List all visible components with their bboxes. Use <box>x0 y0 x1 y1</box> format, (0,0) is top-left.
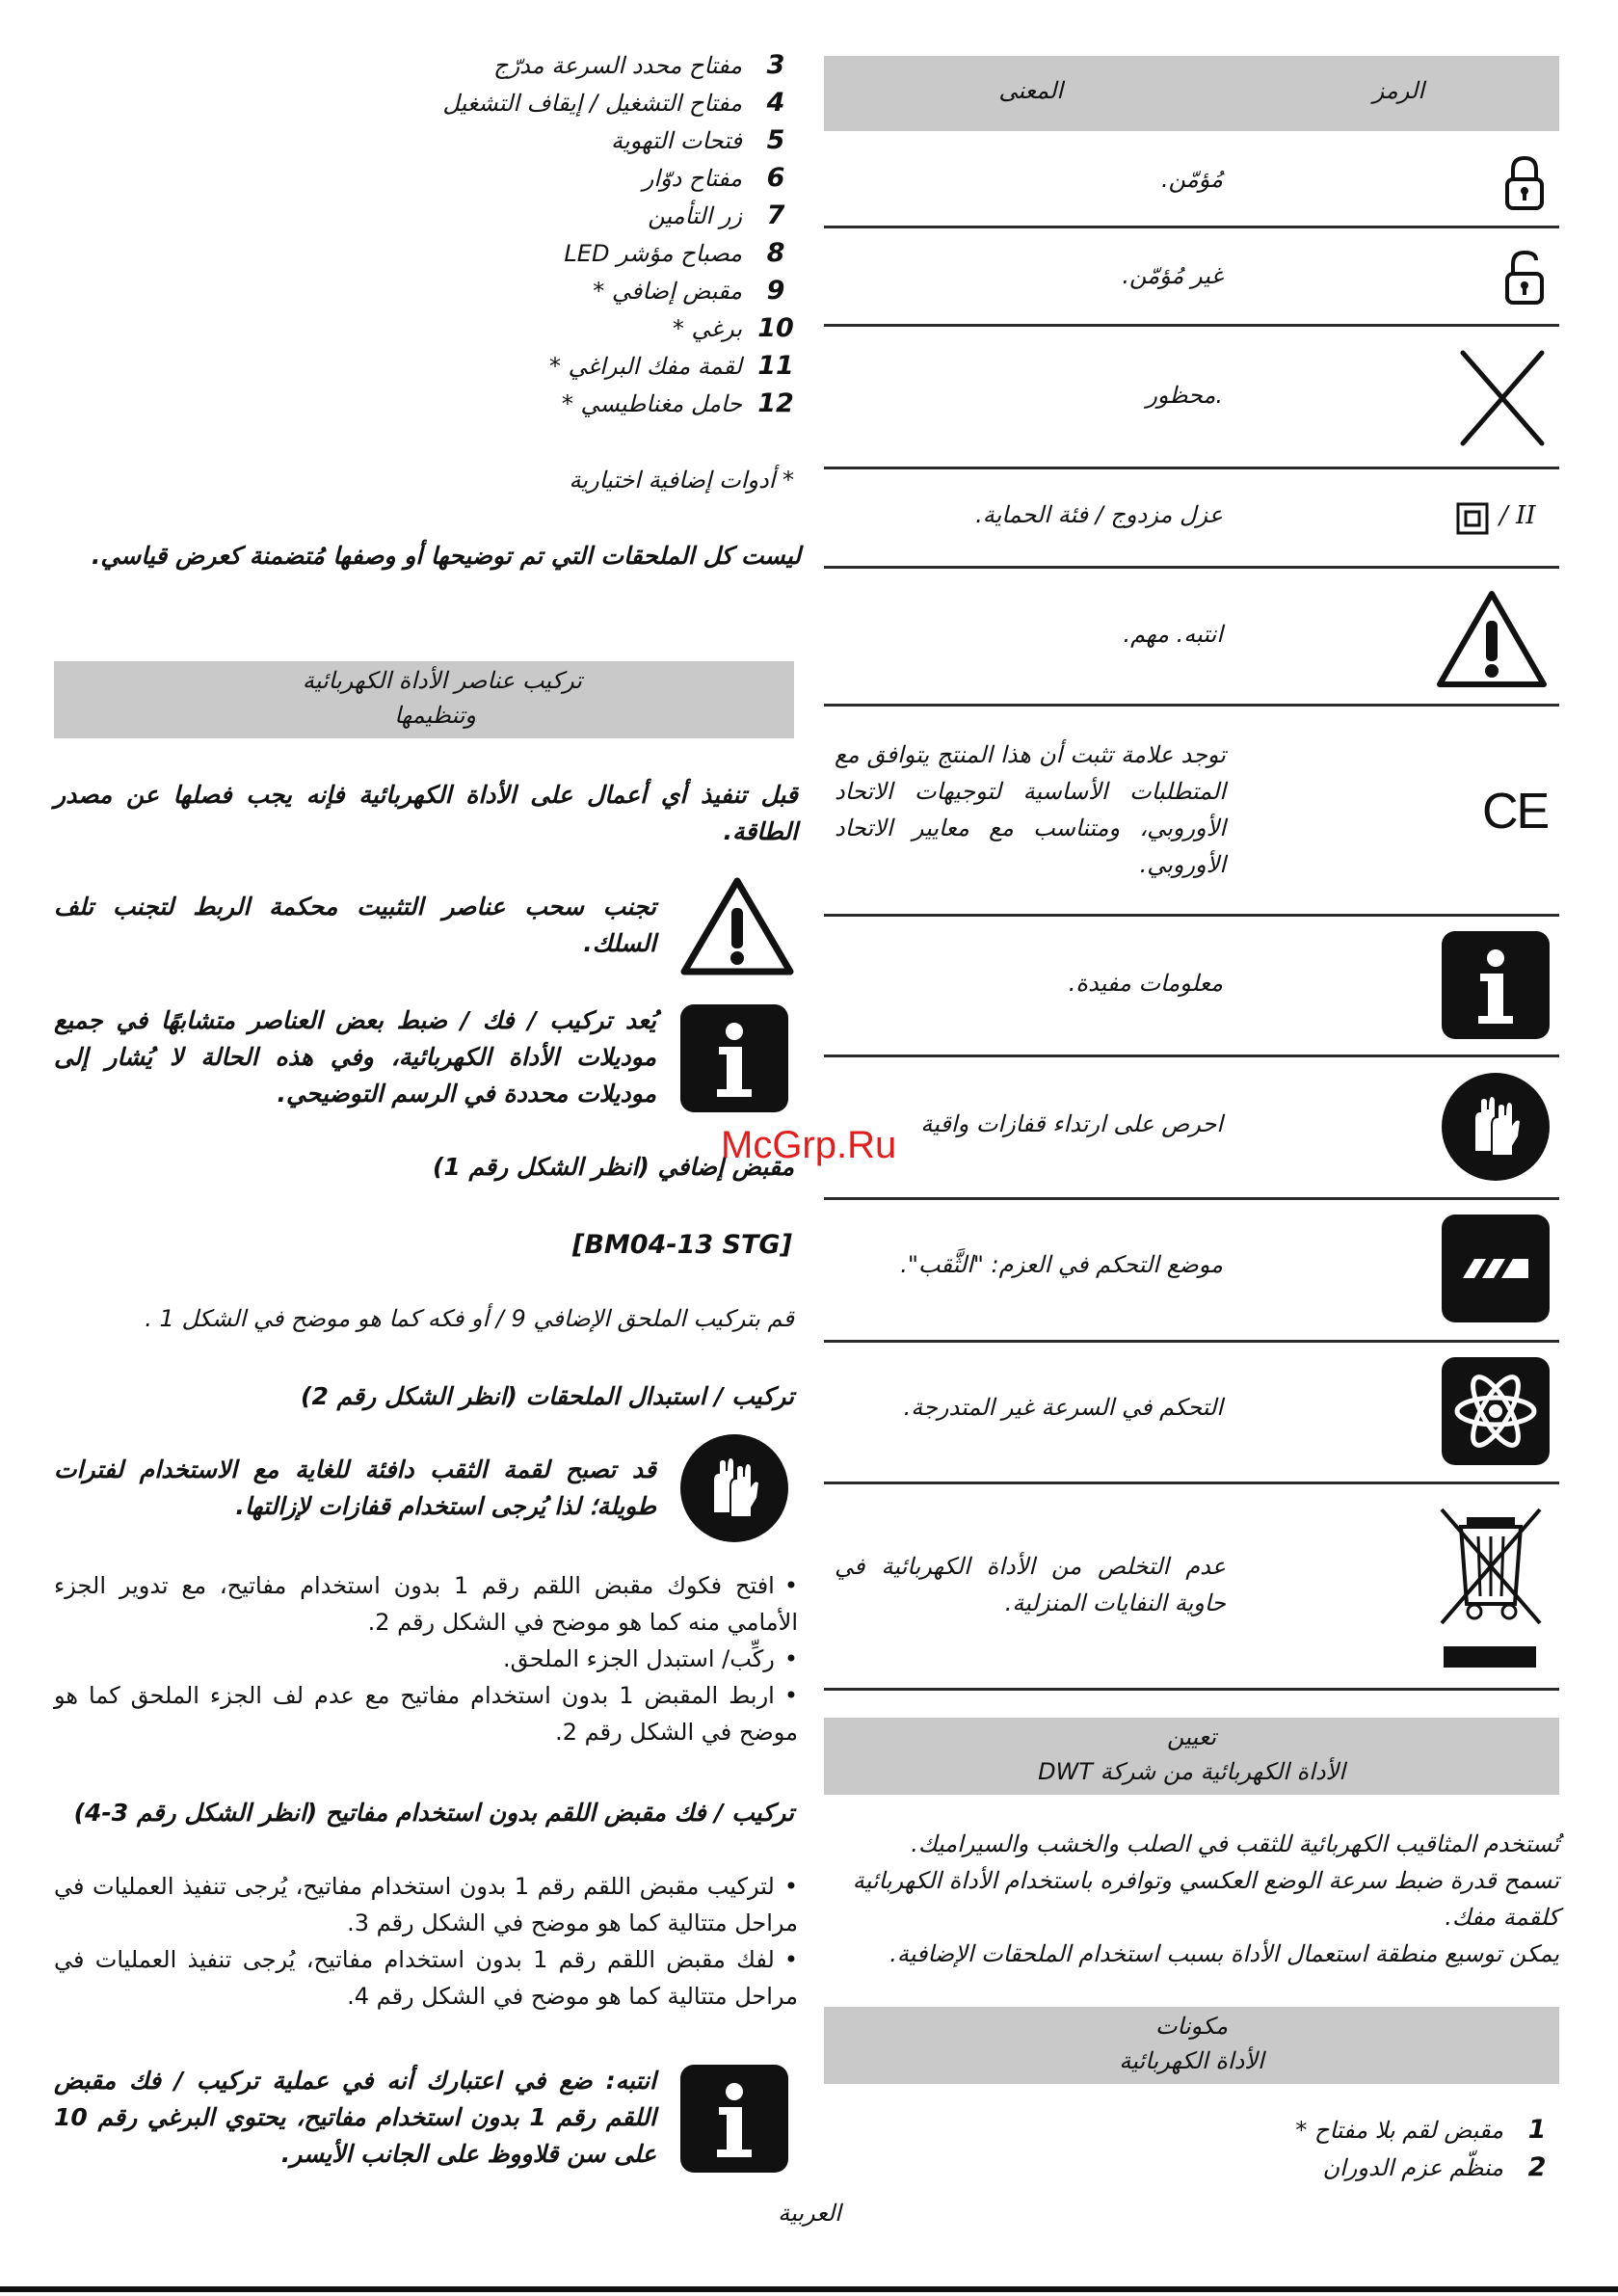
component-number: 4 <box>766 88 785 118</box>
component-label: مفتاح التشغيل / إيقاف التشغيل <box>442 90 742 117</box>
component-label: مقبض لقم بلا مفتاح * <box>1295 2117 1503 2144</box>
not-included-note: ليست كل الملحقات التي تم توضيحها أو وصفها مُتضمنة كعرض قياسي. <box>91 542 801 570</box>
watermark: McGrp.Ru <box>721 1124 897 1166</box>
component-item <box>366 388 800 426</box>
component-number: 1 <box>1527 2115 1547 2145</box>
gloves-icon <box>680 1434 788 1542</box>
component-item <box>366 200 800 238</box>
designation-line-3: يمكن توسيع منطقة استعمال الأداة بسبب استخدام الملحقات الإضافية. <box>889 1940 1559 1967</box>
keyless-bullet-2: • لفك مقبض اللقم رقم 1 بدون استخدام مفاتيح، يُرجى تنفيذ العمليات في مراحل متتالية كما هو موضح في الشكل رقم 4. <box>54 1941 798 2015</box>
bullet-1: • افتح فكوك مقبض اللقم رقم 1 بدون استخدام مفاتيح، مع تدوير الجزء الأمامي منه كما هو موضح في الشكل رقم 2. <box>54 1567 798 1641</box>
lock-open-icon <box>1501 247 1548 307</box>
component-item <box>366 88 800 125</box>
component-item <box>366 238 800 276</box>
aux-handle-heading: مقبض إضافي (انظر الشكل رقم 1) <box>432 1153 794 1181</box>
component-label: مفتاح محدد السرعة مدرّج <box>493 52 742 79</box>
designation-header <box>824 1718 1559 1795</box>
col-meaning: المعنى <box>998 77 1063 104</box>
component-item <box>366 313 800 351</box>
component-item <box>1137 2152 1561 2190</box>
optional-note: * أدوات إضافية اختيارية <box>569 467 794 494</box>
bullet-2: • ركِّب/ استبدل الجزء الملحق. <box>54 1641 798 1677</box>
component-number: 11 <box>757 351 794 381</box>
meaning-double-insulation: عزل مزدوج / فئة الحماية. <box>975 501 1223 528</box>
component-item <box>366 276 800 313</box>
info-icon <box>680 2065 788 2173</box>
meaning-attention: انتبه. مهم. <box>1123 621 1223 648</box>
meaning-speed: التحكم في السرعة غير المتدرجة. <box>903 1394 1223 1421</box>
designation-line-2: تسمح قدرة ضبط سرعة الوضع العكسي وتوافره باستخدام الأداة الكهربائية كلقمة مفك. <box>852 1867 1559 1931</box>
info-icon <box>1442 931 1550 1039</box>
component-label: مفتاح دوّار <box>642 165 742 192</box>
designation-line1: تعيين <box>1166 1723 1216 1750</box>
component-label: مقبض إضافي * <box>593 278 742 305</box>
component-item <box>366 50 800 88</box>
component-item <box>366 163 800 200</box>
component-item <box>366 351 800 388</box>
keyless-bullets <box>54 1868 798 2015</box>
accessories-bullets <box>54 1567 798 1750</box>
meaning-info: معلومات مفيدة. <box>1068 970 1223 997</box>
component-number: 6 <box>766 163 785 193</box>
meaning-weee: عدم التخلص من الأداة الكهربائية في حاوية النفايات المنزلية. <box>835 1553 1226 1616</box>
component-number: 10 <box>757 313 794 343</box>
designation-line-1: تُستخدم المثاقيب الكهربائية للثقب في الصلب والخشب والسيراميك. <box>911 1830 1559 1857</box>
meaning-locked: مُؤمّن. <box>1160 166 1223 193</box>
designation-line2: الأداة الكهربائية من شركة DWT <box>1038 1758 1345 1785</box>
class-ii-text: / II <box>1499 501 1536 530</box>
meaning-drill-mode: موضع التحكم في العزم: "الثَّقب". <box>900 1251 1223 1278</box>
component-list-bottom <box>1137 2115 1561 2190</box>
ce-text: CE <box>1482 784 1549 840</box>
components-header-line1: مكونات <box>1154 2013 1229 2040</box>
meaning-unlocked: غير مُؤمّن. <box>1122 262 1223 289</box>
meaning-ce: توجد علامة تثبت أن هذا المنتج يتوافق مع المتطلبات الأساسية لتوجيهات الاتحاد الأوروبي، ومتناسب مع معايير الاتحاد الأوروبي. <box>835 741 1226 878</box>
designation-text <box>824 1826 1559 1972</box>
component-label: برغي * <box>672 315 742 342</box>
footer-rule <box>0 2286 1618 2292</box>
prohibited-x-icon <box>1457 347 1548 449</box>
bullet-3: • اربط المقبض 1 بدون استخدام مفاتيح مع عدم لف الجزء الملحق كما هو موضح في الشكل رقم 2. <box>54 1677 798 1750</box>
footer-language: العربية <box>778 2200 841 2227</box>
component-number: 5 <box>766 125 785 155</box>
electronic-speed-icon <box>1442 1357 1550 1465</box>
gloves-icon <box>1442 1073 1550 1181</box>
left-thread-note: انتبه: ضع في اعتبارك أنه في عملية تركيب / فك مقبض اللقم رقم 1 بدون استخدام مفاتيح، يحتوي البرغي رقم 10 على سن قلاووظ على الجانب الأيسر. <box>54 2067 656 2168</box>
similar-models-note: يُعد تركيب / فك / ضبط بعض العناصر متشابهًا في جميع موديلات الأداة الكهربائية، وفي هذه الحالة لا يُشار إلى موديلات محددة في الرسم التوضيحي. <box>54 1006 656 1108</box>
component-number: 2 <box>1527 2152 1547 2182</box>
component-item <box>1137 2115 1561 2152</box>
assembly-header <box>54 661 794 738</box>
components-header <box>824 2007 1559 2084</box>
ce-mark-icon <box>1482 783 1552 840</box>
component-number: 7 <box>766 200 785 230</box>
lock-closed-icon <box>1501 152 1548 212</box>
assembly-header-line2: وتنظيمها <box>394 702 476 729</box>
component-label: زر التأمين <box>648 202 742 229</box>
component-number: 12 <box>757 388 794 418</box>
meaning-prohibited: .محظور <box>1146 382 1223 409</box>
component-number: 9 <box>766 276 785 306</box>
component-label: لقمة مفك البراغي * <box>549 353 742 380</box>
component-label: منظّم عزم الدوران <box>1322 2154 1503 2181</box>
model-code: [BM04-13 STG] <box>572 1230 792 1260</box>
info-icon <box>680 1004 788 1112</box>
component-label: حامل مغناطيسي * <box>561 390 742 417</box>
components-header-line2: الأداة الكهربائية <box>1119 2047 1264 2074</box>
component-label: مصباح مؤشر LED <box>564 240 742 267</box>
double-insulation-icon <box>1455 499 1561 538</box>
accessories-heading: تركيب / استبدال الملحقات (انظر الشكل رقم 2) <box>301 1382 794 1410</box>
keyless-heading: تركيب / فك مقبض اللقم بدون استخدام مفاتيح (انظر الشكل رقم 3-4) <box>73 1799 794 1827</box>
aux-handle-text: قم بتركيب الملحق الإضافي 9 / أو فكه كما هو موضح في الشكل 1 . <box>145 1305 794 1332</box>
keyless-bullet-1: • لتركيب مقبض اللقم رقم 1 بدون استخدام مفاتيح، يُرجى تنفيذ العمليات في مراحل متتالية كما هو موضح في الشكل رقم 3. <box>54 1868 798 1941</box>
component-number: 8 <box>766 238 785 268</box>
meaning-gloves: احرص على ارتداء قفازات واقية <box>920 1110 1223 1137</box>
symbol-table-header <box>824 56 1559 131</box>
warning-triangle-icon <box>1436 590 1548 688</box>
component-number: 3 <box>766 50 785 80</box>
assembly-header-line1: تركيب عناصر الأداة الكهربائية <box>302 667 582 694</box>
drill-mode-icon <box>1442 1215 1550 1322</box>
disconnect-warning: قبل تنفيذ أي أعمال على الأداة الكهربائية فإنه يجب فصلها عن مصدر الطاقة. <box>54 781 798 845</box>
cord-warning: تجنب سحب عناصر التثبيت محكمة الربط لتجنب تلف السلك. <box>54 893 656 957</box>
hot-bit-warning: قد تصبح لقمة الثقب دافئة للغاية مع الاستخدام لفترات طويلة؛ لذا يُرجى استخدام قفازات لإزالتها. <box>54 1455 656 1520</box>
weee-bin-icon <box>1438 1504 1544 1669</box>
component-label: فتحات التهوية <box>611 127 742 154</box>
component-item <box>366 125 800 163</box>
warning-triangle-icon <box>680 877 794 975</box>
col-symbol: الرمز <box>1372 77 1424 104</box>
component-list-top <box>366 50 800 426</box>
